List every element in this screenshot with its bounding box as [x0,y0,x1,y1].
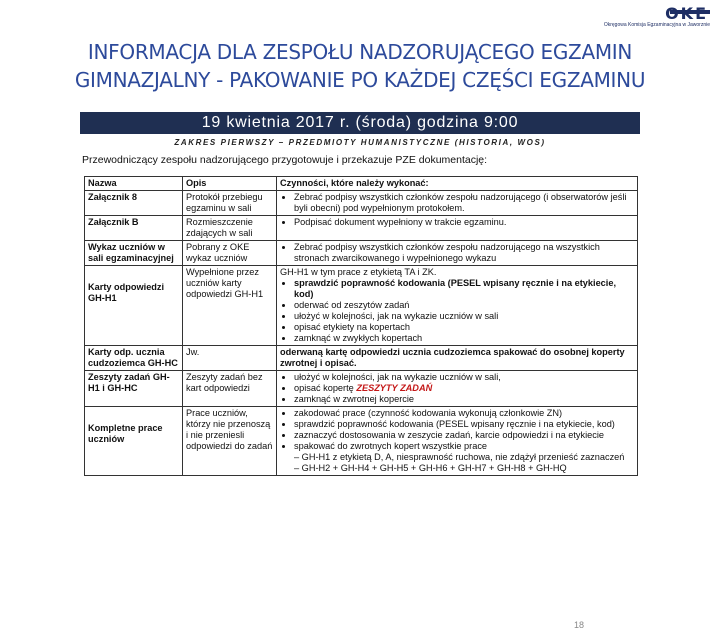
row-action: • ułożyć w kolejności, jak na wykazie uczniów w sali, • opisać kopertę ZESZYTY ZADAŃ • zamknąć w zwrotnej kopercie [277,371,638,407]
table-row [85,346,638,371]
table-row [85,241,638,266]
logo-subtitle: Okręgowa Komisja Egzaminacyjna w Jaworznie [603,22,710,28]
row-action: oderwaną kartę odpowiedzi ucznia cudzoziemca spakować do osobnej koperty zwrotnej i opisać. [277,346,638,371]
row-action: • Zebrać podpisy wszystkich członków zespołu nadzorującego na wszystkich stronach zwarcikowanego i wypełnionego wykazu [277,241,638,266]
row-desc: Rozmieszczenie zdających w sali [183,216,277,241]
header-name: Nazwa [85,177,183,191]
exam-range: ZAKRES PIERWSZY – PRZEDMIOTY HUMANISTYCZNE (HISTORIA, WOS) [174,138,546,147]
row-action: • zakodować prace (czynność kodowania wykonują członkowie ZN) • sprawdzić poprawność kodowania (PESEL wpisany ręcznie i na etykiecie, kod) • zaznaczyć dostosowania w zeszycie zadań, karcie odpowiedzi i na etykiecie • spakować do zwrotnych kopert wszystkie prace – GH-H1 z etykietą D, A, niesprawność ruchowa, nie zdążył przenieść zaznaczeń – GH-H2 + GH-H4 + GH-H5 + GH-H6 + GH-H7 + GH-H8 + GH-HQ [277,407,638,476]
row-desc: Wypełnione przez uczniów karty odpowiedzi GH-H1 [183,266,277,346]
row-name: Karty odp. ucznia cudzoziemca GH-HC [85,346,183,371]
logo-wordmark: OKE [665,4,708,23]
table-header-row [85,177,638,191]
row-action: • Zebrać podpisy wszystkich członków zespołu nadzorującego (i obserwatorów jeśli byli obecni) pod wypełnionym protokołem. [277,191,638,216]
slide-title [0,38,720,94]
slide-title-line-2: GIMNAZJALNY - PAKOWANIE PO KAŻDEJ CZĘŚCI EGZAMINU [74,68,646,92]
table-row [85,371,638,407]
row-name: Karty odpowiedzi GH-H1 [85,266,183,346]
chair-instruction: Przewodniczący zespołu nadzorującego przygotowuje i przekazuje PZE dokumentację: [82,154,488,166]
documents-table [84,176,638,476]
header-actions: Czynności, które należy wykonać: [277,177,638,191]
row-action: GH-H1 w tym prace z etykietą TA i ZK. • sprawdzić poprawność kodowania (PESEL wpisany ręcznie i na etykiecie, kod) • oderwać od zeszytów zadań • ułożyć w kolejności, jak na wykazie uczniów w sali • opisać etykiety na kopertach • zamknąć w zwykłych kopertach [277,266,638,346]
row-desc: Jw. [183,346,277,371]
row-desc: Protokół przebiegu egzaminu w sali [183,191,277,216]
row-desc: Prace uczniów, którzy nie przenoszą i nie przeniesli odpowiedzi do zadań [183,407,277,476]
torn-edge [78,514,642,540]
row-desc: Pobrany z OKE wykaz uczniów [183,241,277,266]
slide-title-line-1: INFORMACJA DLA ZESPOŁU NADZORUJĄCEGO EGZAMIN [87,40,633,64]
header-desc: Opis [183,177,277,191]
row-name: Załącznik 8 [85,191,183,216]
row-name: Kompletne prace uczniów [85,407,183,476]
table-row [85,407,638,476]
table-row [85,216,638,241]
table-row [85,266,638,346]
row-desc: Zeszyty zadań bez kart odpowiedzi [183,371,277,407]
row-name: Wykaz uczniów w sali egzaminacyjnej [85,241,183,266]
oke-logo [570,4,710,28]
date-banner: 19 kwietnia 2017 r. (środa) godzina 9:00 [80,112,640,134]
row-action: • Podpisać dokument wypełniony w trakcie egzaminu. [277,216,638,241]
document-scan [80,112,640,630]
row-name: Załącznik B [85,216,183,241]
row-name: Zeszyty zadań GH-H1 i GH-HC [85,371,183,407]
zeszyty-tag: ZESZYTY ZADAŃ [356,383,433,393]
page-number: 18 [573,620,584,630]
table-row [85,191,638,216]
